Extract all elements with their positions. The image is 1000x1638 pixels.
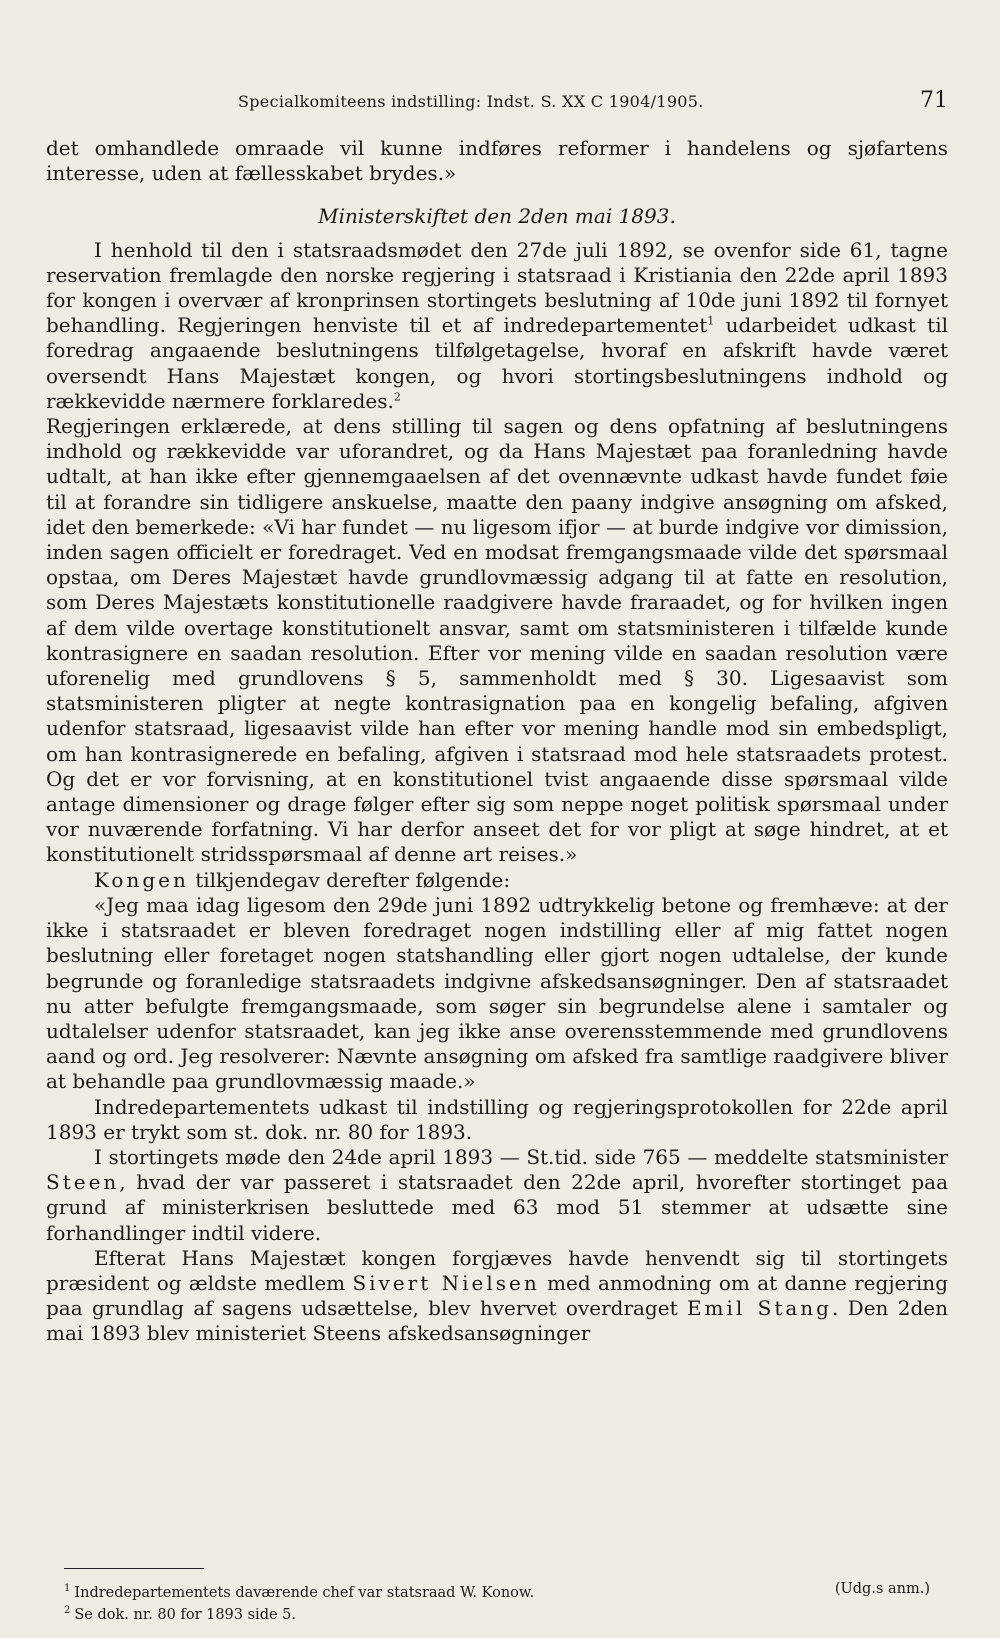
paragraph-text: I henhold til den i statsraadsmødet den 27de juli 1892, se ovenfor side 61, tagne reservation fremlagde den norske regjering i statsraad i Kristiania den 22de april 1893 for kongen i overvær af kronprinsen stortingets beslutning af 10de juni 1892 til fornyet behandling. Regjeringen henviste til et af indredepartementet [46,237,948,338]
footnote-rule [64,1568,204,1569]
editor-note: (Udg.s anm.) [834,1581,930,1597]
section-heading: Ministerskiftet den 2den mai 1893. [318,204,676,229]
spaced-name: Kongen [94,867,189,892]
quotation: «Jeg maa idag ligesom den 29de juni 1892 udtrykkelig betone og fremhæve: at der ikke i statsraadet er bleven foredraget nogen indstilling eller af mig fattet nogen beslutning eller foretaget nogen statshandling eller gjort nogen udtalelse, der kunde begrunde og foranledige statsraadets indgivne afskedsansøgninger. Den af statsraadet nu atter befulgte fremgangsmaade, som søger sin begrundelse alene i samtaler og udtalelser udenfor statsraadet, kan jeg ikke anse overensstemmende med grundlovens aand og ord. Jeg resolverer: Nævnte ansøgning om afsked fra samtlige raadgivere bliver at behandle paa grundlovmæssig maade.» [46,892,948,1094]
footnote-mark: 1 [707,314,715,328]
spaced-name: Emil Stang [686,1296,832,1321]
paragraph: Indredepartementets udkast til indstilling og regjeringsprotokollen for 22de april 1893 er trykt som st. dok. nr. 80 for 1893. [46,1094,948,1144]
paragraph-continued: det omhandlede omraade vil kunne indføres reformer i handelens og sjøfartens interesse, uden at fællesskabet brydes.» [46,136,948,186]
footnote-mark: 2 [393,390,401,404]
paragraph: Regjeringen erklærede, at dens stilling til sagen og dens opfatning af beslutningens indhold og rækkevidde var uforandret, og da Hans Majestæt paa foranledning havde udtalt, at han ikke efter gjennemgaaelsen af det ovennævnte udkast havde fundet føie til at forandre sin tidligere anskuelse, maatte den paany indgive ansøgning om afsked, idet den bemerkede: «Vi har fundet — nu ligesom ifjor — at burde indgive vor dimission, inden sagen officielt er foredraget. Ved en modsat fremgangsmaade vilde det spørsmaal opstaa, om Deres Majestæt havde grundlovmæssig adgang til at fatte en resolution, som Deres Majestæts konstitutionelle raadgivere havde fraraadet, og for hvilken ingen af dem vilde overtage konstitutionelt ansvar, samt om statsministeren i tilfælde kunde kontrasignere en saadan resolution. Efter vor mening vilde en saadan resolution være uforenelig med grundlovens § 5, sammenholdt med § 30. Ligesaavist som statsministeren pligter at negte kontrasignation paa en kongelig befaling, afgiven udenfor statsraad, ligesaavist vilde han efter vor mening handle mod sin embedspligt, om han kontrasignerede en befaling, afgiven i statsraad mod hele statsraadets protest. Og det er vor forvisning, at en konstitutionel tvist angaaende disse spørsmaal vilde antage dimensioner og drage følger efter sig som neppe noget politisk spørsmaal under vor nuværende forfatning. Vi har derfor anseet det for vor pligt at søge hindret, at et konstitutionelt stridsspørsmaal af denne art reises.» [46,414,948,867]
spaced-name: Steen [46,1170,120,1195]
spaced-name: Sivert Nielsen [352,1270,540,1295]
paragraph-text: udarbeidet udkast til foredrag angaaende beslutningens tilfølgetagelse, hvoraf en afskrift havde været oversendt Hans Majestæt kongen, og hvori stortingsbeslutningens indhold og rækkevidde nærmere forklaredes. [46,313,948,413]
paragraph-text: med anmodning om at danne regjering paa grundlag af sagens udsættelse, blev hvervet overdraget [46,1270,948,1321]
footnote-number: 1 [64,1583,71,1594]
paragraph-text: Efterat Hans Majestæt kongen forgjæves havde henvendt sig til stortingets præsident og ældste medlem [46,1245,948,1295]
paragraph [46,868,948,893]
paragraph-text: tilkjendegav derefter følgende: [188,867,511,892]
footnotes [64,1580,930,1624]
paragraph-text: , hvad der var passeret i statsraadet den 22de april, hvorefter stortinget paa grund af ministerkrisen besluttede med 63 mod 51 stemmer at udsætte sine forhandlinger indtil videre. [46,1170,948,1245]
page-header [46,88,948,118]
page-number: 71 [920,88,948,113]
paragraph-text: I stortingets møde den 24de april 1893 — St.tid. side 765 — meddelte statsminister [94,1144,948,1169]
paragraph [46,1145,948,1246]
footnote-number: 2 [64,1604,71,1616]
footnote-1 [64,1580,930,1602]
footnote-2 [64,1602,930,1624]
footnote-text: Indredepartementets daværende chef var statsraad W. Konow. [74,1584,535,1601]
running-title: Specialkomiteens indstilling: Indst. S. XX C 1904/1905. [238,92,704,111]
paragraph-text: . Den 2den mai 1893 blev ministeriet Steens afskedsansøgninger [46,1296,948,1346]
paragraph [46,238,948,414]
document-body [46,136,948,1347]
paragraph [46,1246,948,1347]
footnote-text: Se dok. nr. 80 for 1893 side 5. [74,1606,297,1623]
